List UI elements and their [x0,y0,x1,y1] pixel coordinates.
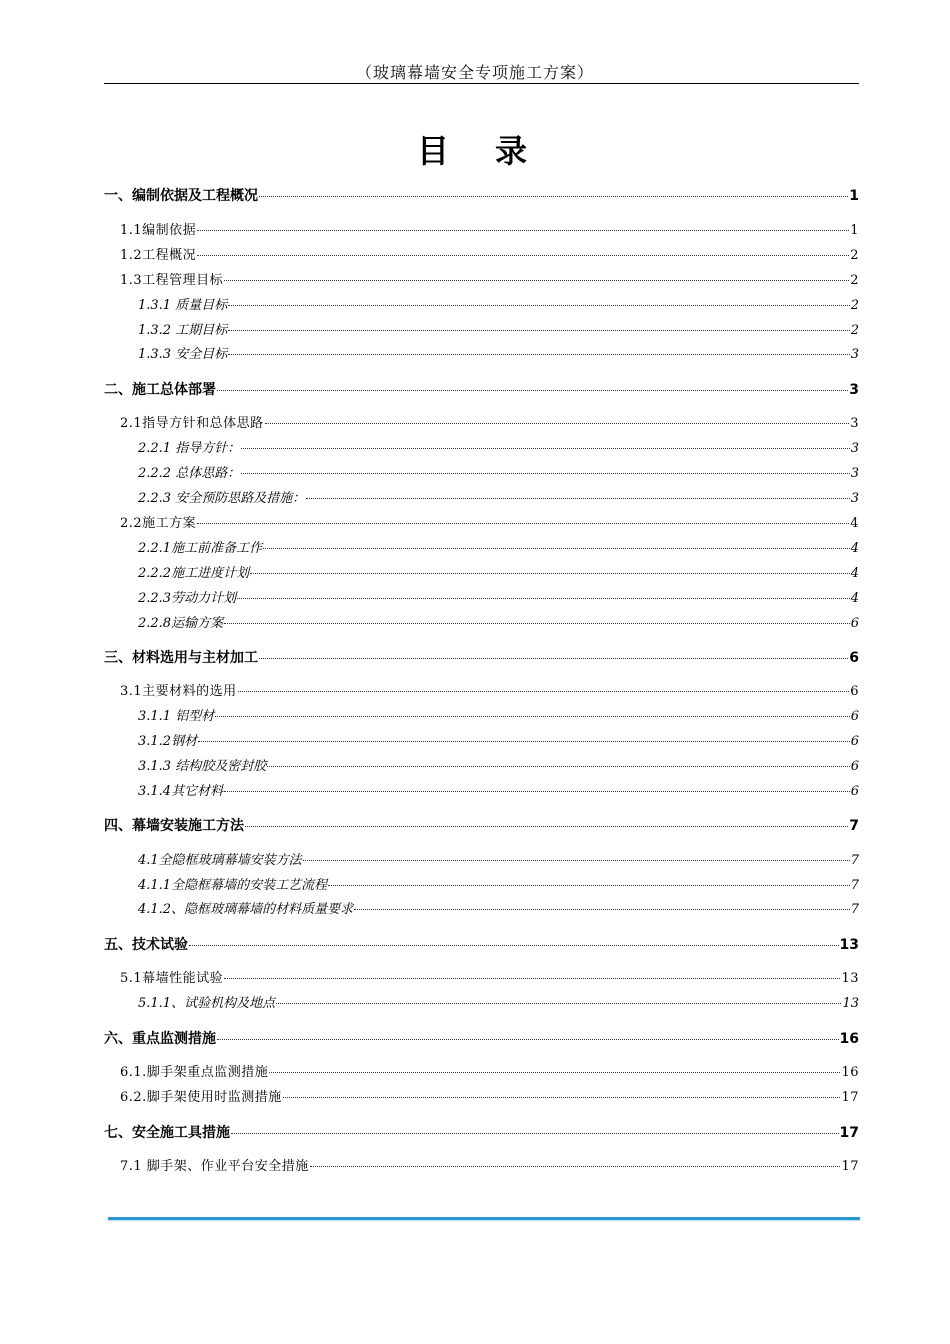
toc-leader [224,966,840,979]
toc-leader [263,536,850,549]
toc-label: 4.1.1全隐框幕墙的安装工艺流程 [138,878,328,893]
toc-leader [354,897,850,910]
toc-label: 6.2.脚手架使用时监测措施 [120,1090,282,1105]
toc-entry[interactable] [104,648,859,668]
toc-label: 3.1.3 结构胶及密封胶 [138,759,267,774]
toc-entry[interactable] [138,345,859,365]
toc-page: 6 [850,734,859,749]
toc-entry[interactable] [120,1063,859,1083]
toc-entry[interactable] [104,186,859,206]
toc-label: 4.1.2、隐框玻璃幕墙的材料质量要求 [138,902,354,917]
toc-entry[interactable] [120,1157,859,1177]
toc-page: 16 [839,1031,859,1047]
toc-page: 3 [850,347,859,362]
toc-entry[interactable] [120,514,859,534]
toc-leader [224,779,850,792]
toc-page: 6 [850,759,859,774]
toc-leader [228,342,850,355]
toc-label: 3.1.1 铝型材 [138,709,215,724]
toc-entry[interactable] [104,380,859,400]
toc-page: 4 [850,516,859,531]
toc-label: 3.1主要材料的选用 [120,684,237,699]
toc-page: 17 [839,1125,859,1141]
toc-page: 1 [850,223,859,238]
toc-leader [224,611,850,624]
toc-page: 7 [850,878,859,893]
toc-page: 3 [850,466,859,481]
toc-entry[interactable] [138,439,859,459]
toc-entry[interactable] [138,614,859,634]
toc-page: 4 [850,566,859,581]
toc-entry[interactable] [120,969,859,989]
toc-label: 2.2.2 总体思路： [138,466,241,481]
toc-entry[interactable] [120,682,859,702]
toc-label: 1.3.1 质量目标 [138,298,228,313]
toc-label: 2.2.3劳动力计划 [138,591,237,606]
toc-page: 17 [841,1090,859,1105]
toc-page: 17 [841,1159,859,1174]
toc-entry[interactable] [138,464,859,484]
toc-leader [265,411,850,424]
toc-page: 3 [850,441,859,456]
toc-entry[interactable] [138,589,859,609]
toc-leader [238,679,850,692]
toc-entry[interactable] [138,876,859,896]
toc-entry[interactable] [138,851,859,871]
toc-leader [250,561,850,574]
toc-leader [189,933,839,946]
toc-leader [306,486,850,499]
toc-leader [228,318,850,331]
toc-label: 3.1.4其它材料 [138,784,224,799]
toc-label: 2.2.1施工前准备工作 [138,541,263,556]
toc-label: 1.3.3 安全目标 [138,347,228,362]
toc-page: 6 [849,650,859,666]
toc-label: 二、施工总体部署 [104,382,216,398]
footer-rule [108,1217,860,1220]
page-title [0,126,950,172]
toc-leader [197,218,849,231]
toc-leader [217,1027,839,1040]
toc-entry[interactable] [120,271,859,291]
toc-entry[interactable] [138,900,859,920]
toc-page: 16 [841,1065,859,1080]
toc-label: 2.2施工方案 [120,516,197,531]
toc-label: 3.1.2钢材 [138,734,198,749]
toc-label: 1.1编制依据 [120,223,197,238]
header-rule [104,83,859,84]
toc-page: 2 [850,323,859,338]
toc-leader [259,184,848,197]
toc-entry[interactable] [120,414,859,434]
toc-page: 4 [850,541,859,556]
toc-page: 2 [850,298,859,313]
toc-label: 四、幕墙安装施工方法 [104,818,244,834]
toc-leader [267,754,850,767]
toc-leader [241,461,850,474]
toc-leader [245,814,848,827]
toc-leader [237,586,850,599]
toc-page: 2 [850,273,859,288]
toc-label: 5.1幕墙性能试验 [120,971,224,986]
toc-page: 3 [850,416,859,431]
toc-leader [224,268,849,281]
toc-leader [198,729,850,742]
toc-label: 2.1指导方针和总体思路 [120,416,264,431]
toc-label: 五、技术试验 [104,937,188,953]
toc-leader [269,1060,840,1073]
toc-leader [276,991,841,1004]
toc-entry[interactable] [104,1029,859,1049]
toc-label: 1.3.2 工期目标 [138,323,228,338]
toc-entry[interactable] [138,489,859,509]
toc-label: 三、材料选用与主材加工 [104,650,258,666]
toc-page: 6 [850,784,859,799]
toc-entry[interactable] [104,935,859,955]
toc-leader [231,1121,839,1134]
toc-label: 1.3工程管理目标 [120,273,224,288]
toc-entry[interactable] [138,782,859,802]
toc-page: 4 [850,591,859,606]
toc-entry[interactable] [138,994,859,1014]
toc-label: 2.2.3 安全预防思路及措施： [138,491,306,506]
toc-entry[interactable] [104,1123,859,1143]
toc-page: 6 [850,616,859,631]
toc-entry[interactable] [138,539,859,559]
toc-entry[interactable] [120,246,859,266]
toc-page: 1 [849,188,859,204]
toc-leader [303,848,850,861]
toc-leader [217,378,848,391]
toc-page: 13 [841,971,859,986]
toc-page: 13 [839,937,859,953]
toc-label: 2.2.1 指导方针： [138,441,241,456]
toc-leader [197,511,849,524]
toc-page: 7 [849,818,859,834]
toc-entry[interactable] [138,732,859,752]
toc-label: 2.2.2施工进度计划 [138,566,250,581]
toc-entry[interactable] [120,221,859,241]
toc-entry[interactable] [120,1088,859,1108]
toc-page: 13 [842,996,859,1011]
toc-entry[interactable] [138,564,859,584]
toc-leader [215,704,850,717]
toc-leader [259,646,848,659]
toc-leader [283,1085,841,1098]
title-char-1: 目 [416,132,455,170]
toc-page: 2 [850,248,859,263]
page-header: （玻璃幕墙安全专项施工方案） [355,63,594,82]
toc-entry[interactable] [138,296,859,316]
toc-label: 7.1 脚手架、作业平台安全措施 [120,1159,309,1174]
toc-label: 4.1全隐框玻璃幕墙安装方法 [138,853,302,868]
toc-label: 一、编制依据及工程概况 [104,188,258,204]
toc-leader [228,293,850,306]
toc-page: 6 [850,709,859,724]
toc-entry[interactable] [138,707,859,727]
toc-entry[interactable] [104,816,859,836]
toc-page: 3 [849,382,859,398]
toc-label: 5.1.1、试验机构及地点 [138,996,276,1011]
toc-label: 六、重点监测措施 [104,1031,216,1047]
title-char-2: 录 [495,132,534,170]
toc-leader [241,436,850,449]
toc-page: 7 [850,853,859,868]
toc-entry[interactable] [138,757,859,777]
toc-leader [328,873,850,886]
toc-label: 1.2工程概况 [120,248,197,263]
toc-page: 6 [850,684,859,699]
toc-leader [310,1154,841,1167]
toc-page: 3 [850,491,859,506]
toc-label: 6.1.脚手架重点监测措施 [120,1065,269,1080]
toc-label: 2.2.8运输方案 [138,616,224,631]
toc-page: 7 [850,902,859,917]
toc-entry[interactable] [138,321,859,341]
toc-leader [197,243,849,256]
toc-label: 七、安全施工具措施 [104,1125,230,1141]
